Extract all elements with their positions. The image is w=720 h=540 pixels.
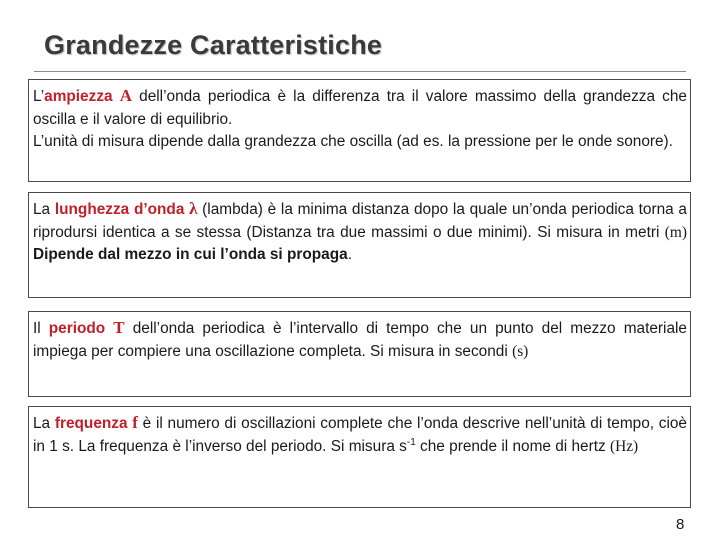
amplitude-unit-paragraph: L’unità di misura dipende dalla grandezza che oscilla (ad es. la pressione per le onde sonore).	[33, 133, 673, 150]
period-definition-box	[28, 311, 691, 397]
frequency-exponent: -1	[406, 436, 416, 448]
wavelength-unit: (m)	[664, 223, 687, 241]
amplitude-term: ampiezza	[44, 88, 113, 105]
frequency-symbol: f	[132, 413, 138, 432]
page-number: 8	[676, 516, 685, 533]
wavelength-term: lunghezza d’onda	[54, 201, 185, 218]
period-unit: (s)	[512, 342, 529, 360]
amplitude-symbol: A	[119, 86, 132, 105]
wavelength-lead: La	[33, 201, 55, 218]
frequency-definition-box	[28, 406, 691, 508]
amplitude-text: dell’onda periodica è la differenza tra il valore massimo della grandezza che oscilla e il valore di equilibrio.	[33, 88, 687, 128]
amplitude-lead: L’	[33, 88, 45, 105]
frequency-lead: La	[33, 415, 55, 432]
period-paragraph	[33, 317, 687, 363]
wavelength-symbol: λ	[189, 199, 198, 218]
amplitude-paragraph	[33, 85, 687, 131]
period-symbol: T	[113, 318, 125, 337]
wavelength-end: .	[347, 246, 352, 263]
wavelength-definition-box	[28, 192, 691, 298]
frequency-paragraph	[33, 412, 687, 458]
period-lead: Il	[33, 320, 49, 337]
frequency-text-continued: che prende il nome di hertz	[415, 437, 610, 455]
frequency-term: frequenza	[54, 415, 128, 432]
period-term: periodo	[48, 320, 106, 337]
frequency-unit: (Hz)	[609, 437, 639, 455]
amplitude-definition-box	[28, 79, 691, 182]
period-text: dell’onda periodica è l’intervallo di tempo che un punto del mezzo materiale impiega per compiere una oscillazione completa. Si misura in secondi	[33, 320, 687, 360]
wavelength-emphasis: Dipende dal mezzo in cui l’onda si propaga	[33, 246, 348, 263]
title-underline	[34, 71, 686, 72]
frequency-text: è il numero di oscillazioni complete che l’onda descrive nell’unità di tempo, cioè in 1 s. La frequenza è l’inverso del periodo. Si misura s	[33, 415, 687, 455]
page-title: Grandezze Caratteristiche	[44, 30, 383, 60]
wavelength-paragraph	[33, 198, 687, 267]
wavelength-text: (lambda) è la minima distanza dopo la quale un’onda periodica torna a riprodursi identica a se stessa (Distanza tra due massimi o due minimi). Si misura in metri	[33, 201, 687, 241]
